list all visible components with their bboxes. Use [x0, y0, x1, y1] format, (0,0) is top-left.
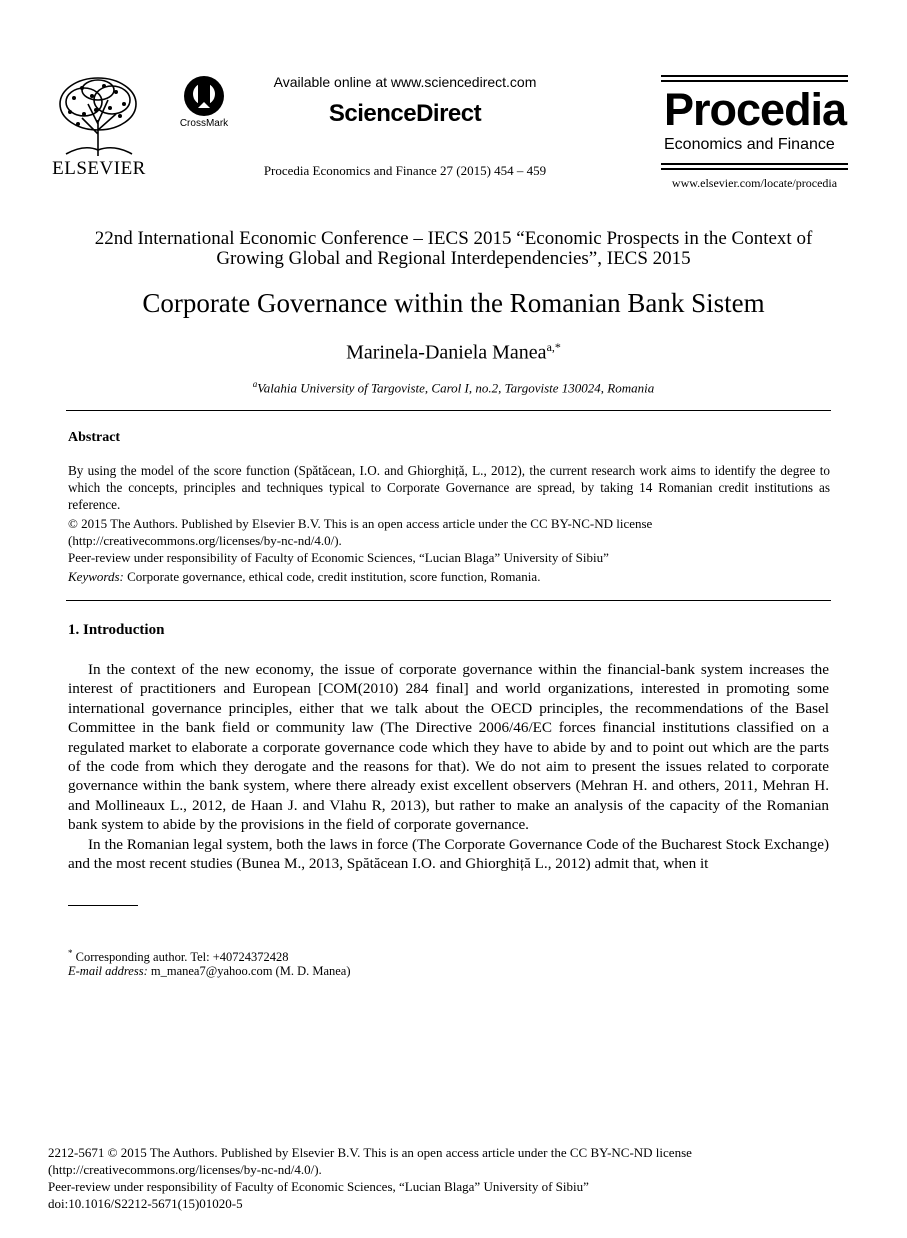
paper-title: Corporate Governance within the Romanian Bank Sistem [142, 288, 765, 318]
procedia-bottom-rule [661, 163, 848, 165]
footer-peer-review: Peer-review under responsibility of Faculty of Economic Sciences, “Lucian Blaga” University of Sibiu” [48, 1179, 589, 1194]
procedia-name: Procedia [664, 84, 847, 135]
introduction-paragraph-1: In the context of the new economy, the issue of corporate governance within the financial-bank system increases the interest of practitioners and European [COM(2010) 284 final] and world organizations, interested in promoting some international governance principles, either that we talk about the OECD principles, the recommendations of the Basel Committee in the bank field or community law (The Directive 2006/46/EC forces financial institutions classified on a regulated market to elaborate a corporate governance code which they have to abide by and to point out which are the parts of the code from which they derogate and the reasons for that). We do not aim to present the issues related to corporate governance within the bank system, where there already exist excellent observers (Mehran H. and others, 2011, Mehran H. and Mollineaux L., 2012, de Haan J. and Vlahu R, 2013), but rather to make an analysis of the capacity of the Romanian bank system to abide by the provisions in the field of corporate governance. [68, 661, 829, 834]
procedia-logo [661, 75, 848, 195]
crossmark-icon [176, 74, 232, 118]
abstract-text [68, 463, 830, 513]
elsevier-logo [52, 74, 146, 180]
footnote-email [68, 964, 351, 979]
conference-line-2: Growing Global and Regional Interdependencies”, IECS 2015 [216, 248, 691, 269]
author-name: Marinela-Daniela Manea [346, 341, 547, 364]
divider-top [66, 410, 831, 411]
crossmark-badge[interactable] [176, 74, 232, 136]
section-heading-introduction: 1. Introduction [68, 622, 165, 638]
procedia-bottom-rule-2 [661, 168, 848, 170]
keywords [68, 569, 830, 586]
footnote-email-value[interactable]: m_manea7@yahoo.com (M. D. Manea) [150, 964, 351, 978]
elsevier-tree-icon [54, 74, 142, 158]
affiliation-text: Valahia University of Targoviste, Carol I, no.2, Targoviste 130024, Romania [257, 380, 655, 396]
affiliation-mark: a [252, 379, 258, 389]
procedia-top-rule-2 [661, 80, 848, 82]
keywords-list: Corporate governance, ethical code, credit institution, score function, Romania. [127, 569, 541, 584]
footnote-corresponding [68, 948, 289, 965]
available-online: Available online at www.sciencedirect.com [273, 74, 537, 90]
abstract-heading: Abstract [68, 430, 121, 445]
abstract-copyright: © 2015 The Authors. Published by Elsevier B.V. This is an open access article under the CC BY-NC-ND license [68, 516, 653, 531]
elsevier-wordmark: ELSEVIER [52, 158, 146, 179]
footer-license: 2212-5671 © 2015 The Authors. Published by Elsevier B.V. This is an open access article under the CC BY-NC-ND license [48, 1145, 692, 1160]
abstract-body: By using the model of the score function (Spătăcean, I.O. and Ghiorghiță, L., 2012), the current research work aims to identify the degree to which the concepts, principles and techniques typical to Corporate Governance are spread, by taking 14 Romanian credit institutions as reference. [68, 463, 830, 512]
journal-reference: Procedia Economics and Finance 27 (2015) 454 – 459 [263, 163, 547, 178]
introduction-paragraph-2: In the Romanian legal system, both the laws in force (The Corporate Governance Code of the Bucharest Stock Exchange) and the most recent studies (Bunea M., 2013, Spătăcean I.O. and Ghiorghiță L., 2012) admit that, when it [68, 835, 829, 873]
footnote-corresponding-text: Corresponding author. Tel: +40724372428 [75, 950, 289, 965]
conference-line-1: 22nd International Economic Conference – IECS 2015 “Economic Prospects in the Context of [94, 228, 813, 249]
keywords-label: Keywords: [68, 569, 124, 584]
footer-doi[interactable]: doi:10.1016/S2212-5671(15)01020-5 [48, 1196, 243, 1211]
affiliation [40, 379, 867, 396]
introduction-body [68, 660, 829, 873]
footnote-rule [68, 905, 138, 906]
abstract-peer-review: Peer-review under responsibility of Faculty of Economic Sciences, “Lucian Blaga” University of Sibiu” [68, 550, 609, 565]
sciencedirect-logo[interactable]: ScienceDirect [328, 100, 482, 127]
crossmark-label: CrossMark [179, 118, 229, 129]
footer-license-link[interactable]: (http://creativecommons.org/licenses/by-nc-nd/4.0/). [48, 1162, 322, 1177]
author-marks: a,* [546, 340, 561, 354]
procedia-subtitle: Economics and Finance [664, 136, 835, 153]
footnote-mark: * [68, 948, 73, 958]
author [40, 340, 867, 365]
conference-name [60, 229, 847, 269]
journal-url[interactable]: www.elsevier.com/locate/procedia [671, 176, 838, 190]
abstract-license-link[interactable]: (http://creativecommons.org/licenses/by-nc-nd/4.0/). [68, 533, 342, 548]
footnote-email-label: E-mail address: [68, 964, 148, 978]
divider-bottom [66, 600, 831, 601]
procedia-top-rule [661, 75, 848, 77]
